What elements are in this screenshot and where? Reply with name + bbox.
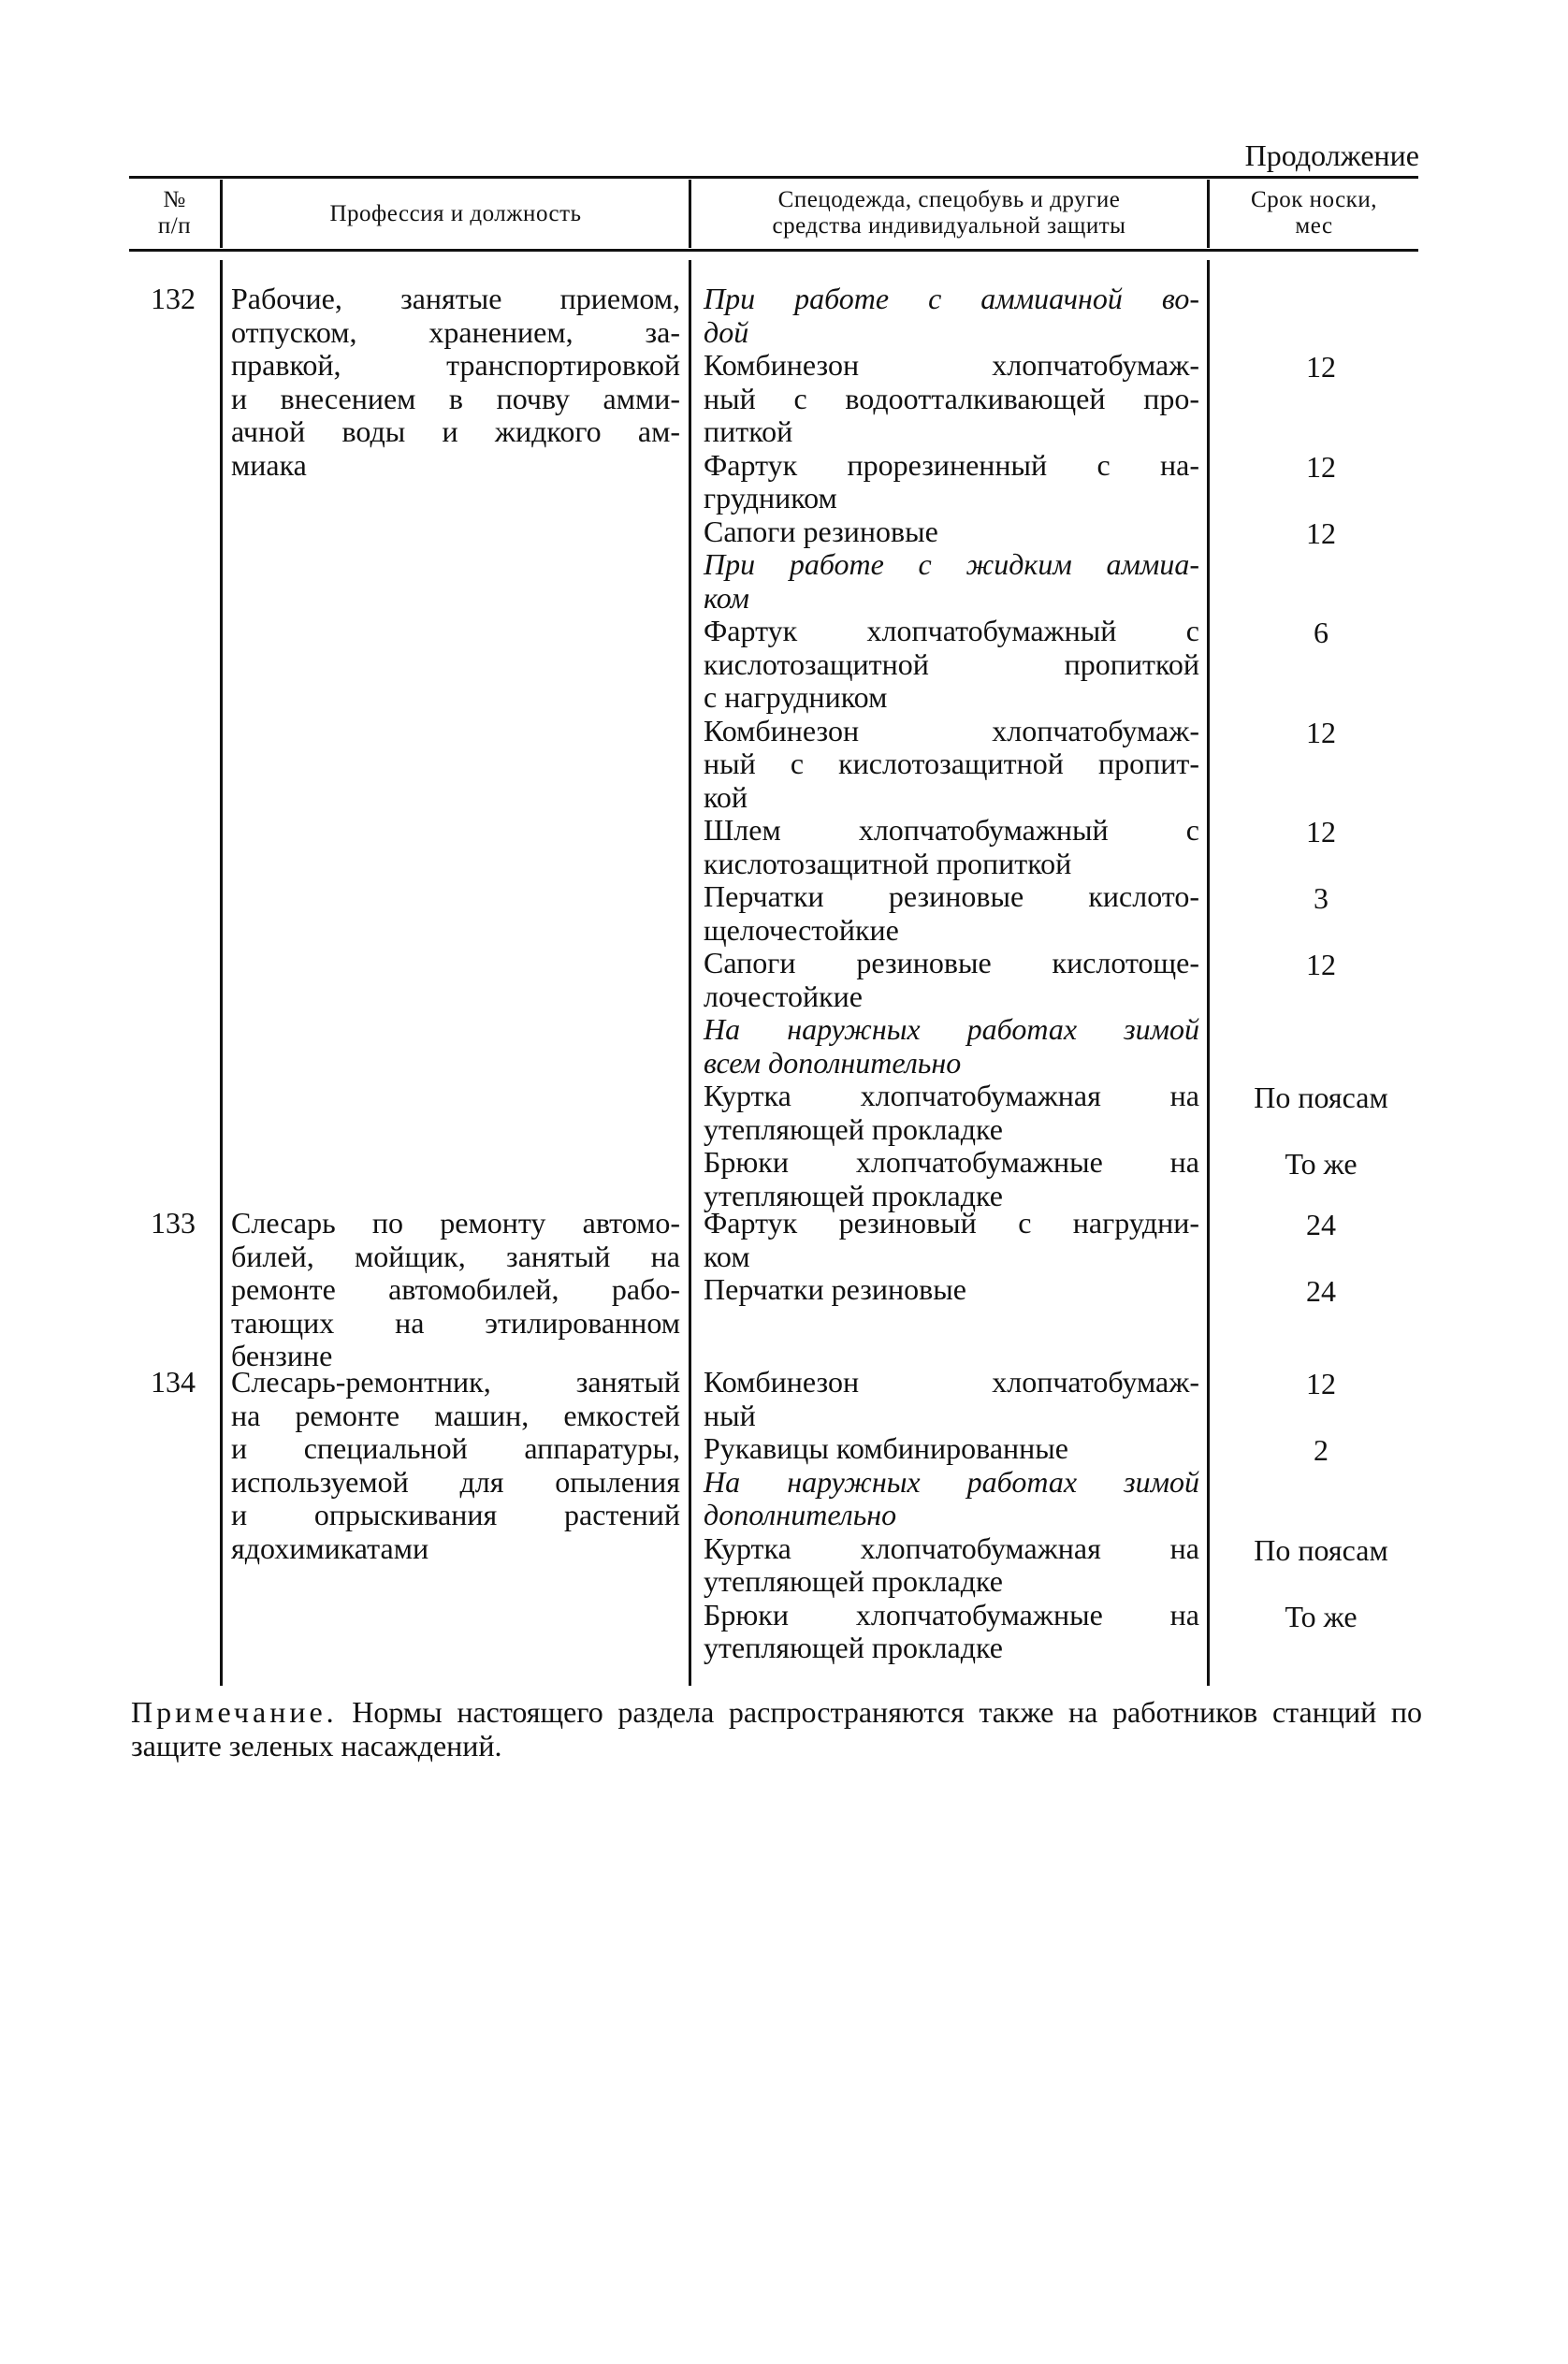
- wear-term: 24: [1306, 1274, 1336, 1308]
- wear-term: 2: [1314, 1433, 1328, 1467]
- wear-term: То же: [1285, 1147, 1357, 1181]
- equipment-line: дополнительно: [704, 1498, 897, 1531]
- equipment-item: [704, 814, 1199, 880]
- profession-line: правкой, транспортировкой: [231, 348, 680, 382]
- equipment-item: [704, 1432, 1199, 1466]
- equipment-line: ный: [704, 1398, 756, 1432]
- profession-line: билей, мойщик, занятый на: [231, 1239, 680, 1273]
- equipment-line: Фартук хлопчатобумажный с: [704, 614, 1199, 647]
- profession-line: ядохимикатами: [231, 1530, 429, 1565]
- equipment-line: Фартук прорезиненный с на-: [704, 447, 1199, 482]
- profession-line: миака: [231, 447, 307, 482]
- wear-term: 24: [1306, 1208, 1336, 1241]
- profession-line: отпуском, хранением, за-: [231, 314, 680, 349]
- wear-term: 3: [1314, 881, 1328, 915]
- profession-line: и специальной аппаратуры,: [231, 1431, 680, 1465]
- wear-term: 12: [1306, 1367, 1336, 1400]
- profession-line: используемой для опыления: [231, 1464, 680, 1499]
- equipment-line: Комбинезон хлопчатобумаж-: [704, 1365, 1199, 1399]
- profession-line: Слесарь по ремонту автомо-: [231, 1206, 680, 1240]
- profession-line: тающих на этилированном: [231, 1305, 680, 1340]
- equipment-item: [704, 715, 1199, 815]
- equipment-line: На наружных работах зимой: [704, 1464, 1199, 1499]
- wear-term: По поясам: [1254, 1532, 1388, 1567]
- equipment-line: Куртка хлопчатобумажная на: [704, 1530, 1199, 1565]
- profession-line: Слесарь-ремонтник, занятый: [231, 1365, 680, 1399]
- profession-cell: [231, 1207, 680, 1373]
- wear-term: 12: [1306, 948, 1336, 981]
- equipment-item: [704, 1273, 1199, 1307]
- equipment-line: Комбинезон хлопчатобумаж-: [704, 348, 1199, 382]
- equipment-line: щелочестойкие: [704, 912, 899, 947]
- equipment-line: Комбинезон хлопчатобумаж-: [704, 713, 1199, 747]
- table-header-rule: [129, 249, 1418, 252]
- equipment-item: [704, 615, 1199, 715]
- equipment-line: питкой: [704, 414, 793, 448]
- equipment-line: Рукавицы комбинированные: [704, 1431, 1068, 1465]
- profession-line: и опрыскивания растений: [231, 1498, 680, 1531]
- equipment-subheading: [704, 1013, 1199, 1080]
- equipment-item: [704, 1366, 1199, 1432]
- equipment-item: [704, 1599, 1199, 1665]
- equipment-item: [704, 880, 1199, 947]
- equipment-line: Брюки хлопчатобумажные на: [704, 1597, 1199, 1632]
- footnote-text: Нормы настоящего раздела распространяются также на работников станций по защите зеленых насаждений.: [131, 1695, 1423, 1762]
- equipment-line: Перчатки резиновые кислото-: [704, 879, 1199, 913]
- body-divider-2: [689, 260, 691, 1686]
- body-divider-1: [220, 260, 223, 1686]
- equipment-line: ный с кислотозащитной пропит-: [704, 747, 1199, 780]
- equipment-line: На наружных работах зимой: [704, 1012, 1199, 1046]
- profession-line: ремонте автомобилей, рабо-: [231, 1272, 680, 1306]
- equipment-line: Перчатки резиновые: [704, 1272, 966, 1306]
- equipment-line: с нагрудником: [704, 680, 888, 714]
- equipment-line: Брюки хлопчатобумажные на: [704, 1145, 1199, 1179]
- equipment-item: [704, 1080, 1199, 1146]
- equipment-line: утепляющей прокладке: [704, 1111, 1003, 1146]
- wear-term: То же: [1285, 1599, 1357, 1633]
- equipment-item: [704, 1207, 1199, 1273]
- equipment-subheading: [704, 283, 1199, 349]
- wear-term: 6: [1314, 616, 1328, 649]
- equipment-line: ный с водоотталкивающей про-: [704, 381, 1199, 415]
- equipment-line: ком: [704, 580, 749, 615]
- profession-line: бензине: [231, 1339, 333, 1372]
- wear-term: 12: [1306, 350, 1336, 384]
- equipment-line: Сапоги резиновые: [704, 514, 938, 548]
- equipment-line: всем дополнительно: [704, 1045, 962, 1080]
- equipment-line: Сапоги резиновые кислотоще-: [704, 946, 1199, 979]
- row-number: 133: [151, 1206, 196, 1240]
- wear-term: 12: [1306, 715, 1336, 749]
- profession-cell: [231, 1366, 680, 1565]
- equipment-line: грудником: [704, 481, 837, 515]
- table-top-rule: [129, 176, 1418, 179]
- equipment-item: [704, 1532, 1199, 1599]
- equipment-item: [704, 947, 1199, 1013]
- equipment-item: [704, 1146, 1199, 1212]
- wear-term: 12: [1306, 515, 1336, 550]
- equipment-subheading: [704, 1466, 1199, 1532]
- equipment-line: ком: [704, 1239, 750, 1273]
- wear-term: По поясам: [1254, 1080, 1388, 1114]
- equipment-line: лочестойкие: [704, 979, 863, 1013]
- profession-line: Рабочие, занятые приемом,: [231, 282, 680, 315]
- row-number: 132: [151, 282, 196, 315]
- row-number: 134: [151, 1365, 196, 1399]
- equipment-line: Куртка хлопчатобумажная на: [704, 1079, 1199, 1112]
- equipment-item: [704, 449, 1199, 515]
- header-term: Срок носки, мес: [1251, 187, 1377, 239]
- footnote: [131, 1695, 1422, 1762]
- equipment-line: дой: [704, 314, 749, 349]
- equipment-line: кислотозащитной пропиткой: [704, 846, 1072, 880]
- equipment-line: утепляющей прокладке: [704, 1564, 1003, 1598]
- equipment-line: кой: [704, 779, 748, 814]
- equipment-item: [704, 349, 1199, 449]
- equipment-line: утепляющей прокладке: [704, 1178, 1003, 1212]
- profession-line: на ремонте машин, емкостей: [231, 1398, 680, 1432]
- header-profession: Профессия и должность: [329, 201, 582, 226]
- equipment-line: утепляющей прокладке: [704, 1631, 1003, 1664]
- equipment-line: При работе с аммиачной во-: [704, 282, 1199, 315]
- equipment-line: Фартук резиновый с нагрудни-: [704, 1206, 1199, 1240]
- profession-cell: [231, 283, 680, 482]
- equipment-line: При работе с жидким аммиа-: [704, 547, 1199, 581]
- profession-line: и внесением в почву амми-: [231, 381, 680, 415]
- header-equipment: Спецодежда, спецобувь и другие средства индивидуальной защиты: [772, 187, 1126, 239]
- profession-line: ачной воды и жидкого ам-: [231, 414, 680, 448]
- equipment-line: кислотозащитной пропиткой: [704, 646, 1199, 681]
- footnote-label: Примечание.: [131, 1695, 338, 1729]
- wear-term: 12: [1306, 815, 1336, 848]
- equipment-subheading: [704, 548, 1199, 615]
- equipment-item: [704, 515, 1199, 549]
- header-number: № п/п: [157, 187, 192, 239]
- continuation-label: Продолжение: [1244, 138, 1419, 172]
- body-divider-3: [1207, 260, 1210, 1686]
- wear-term: 12: [1306, 449, 1336, 484]
- equipment-line: Шлем хлопчатобумажный с: [704, 813, 1199, 847]
